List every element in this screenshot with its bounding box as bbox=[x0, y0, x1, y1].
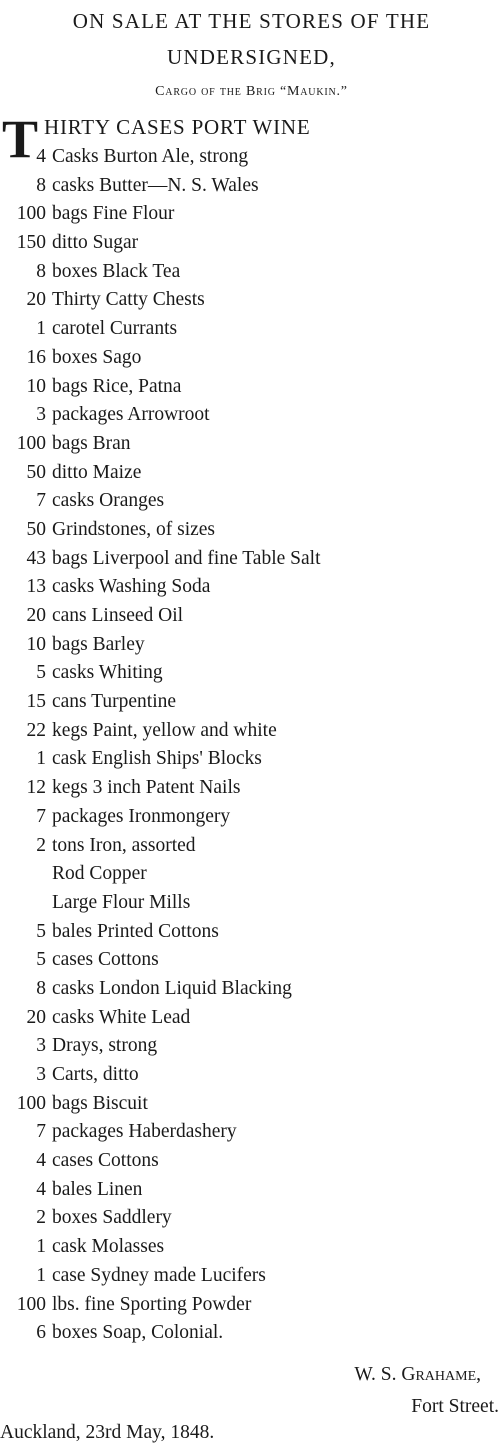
list-item bbox=[0, 344, 503, 373]
item-description: casks Whiting bbox=[52, 662, 163, 684]
item-description: casks Oranges bbox=[52, 490, 165, 512]
item-description: ditto Maize bbox=[52, 461, 142, 483]
list-item bbox=[0, 487, 503, 516]
item-description: Drays, strong bbox=[52, 1035, 158, 1057]
item-description: casks White Lead bbox=[52, 1006, 191, 1028]
item-quantity: 20 bbox=[26, 605, 46, 626]
item-quantity: 4 bbox=[36, 1150, 46, 1172]
item-description: lbs. fine Sporting Powder bbox=[52, 1293, 252, 1315]
list-item bbox=[0, 1061, 503, 1090]
item-description: cask Molasses bbox=[52, 1236, 165, 1258]
item-quantity: 50 bbox=[26, 461, 46, 483]
item-description: bags Fine Flour bbox=[52, 203, 175, 225]
item-quantity: 1 bbox=[36, 1236, 46, 1258]
item-description: cans Linseed Oil bbox=[52, 605, 184, 626]
list-item bbox=[0, 1176, 503, 1205]
list-item bbox=[0, 315, 503, 344]
list-item bbox=[0, 1147, 503, 1176]
item-description: cask English Ships' Blocks bbox=[52, 748, 262, 770]
item-quantity: 7 bbox=[36, 1121, 46, 1143]
item-description: Large Flour Mills bbox=[52, 891, 191, 913]
item-description: boxes Soap, Colonial. bbox=[52, 1322, 224, 1344]
item-quantity: 13 bbox=[26, 576, 46, 598]
list-item bbox=[0, 631, 503, 660]
item-quantity: 43 bbox=[26, 547, 46, 569]
item-description: bags Liverpool and fine Table Salt bbox=[52, 547, 321, 569]
item-description: casks Butter—N. S. Wales bbox=[52, 174, 259, 196]
item-description: casks London Liquid Blacking bbox=[52, 977, 292, 999]
item-description: packages Haberdashery bbox=[52, 1121, 237, 1143]
item-description: Carts, ditto bbox=[52, 1064, 139, 1085]
item-description: packages Arrowroot bbox=[52, 404, 210, 426]
item-quantity: 4 bbox=[36, 146, 46, 167]
list-item bbox=[0, 1291, 503, 1320]
item-quantity: 2 bbox=[36, 1207, 46, 1229]
cargo-subheading: Cargo of the Brig “Maukin.” bbox=[155, 84, 348, 99]
item-quantity: 1 bbox=[36, 748, 46, 770]
item-quantity: 100 bbox=[16, 432, 46, 454]
item-description: bales Printed Cottons bbox=[52, 920, 219, 942]
item-quantity: 10 bbox=[26, 375, 46, 397]
dateline: Auckland, 23rd May, 1848. bbox=[0, 1422, 215, 1443]
item-quantity: 50 bbox=[26, 518, 46, 540]
item-description: kegs 3 inch Patent Nails bbox=[52, 777, 241, 799]
item-description: Rod Copper bbox=[52, 863, 147, 885]
list-item bbox=[0, 946, 503, 975]
list-item bbox=[0, 659, 503, 688]
item-description: boxes Saddlery bbox=[52, 1207, 172, 1229]
item-description: Thirty Catty Chests bbox=[52, 289, 205, 311]
item-quantity: 20 bbox=[26, 1006, 46, 1028]
item-description: bags Bran bbox=[52, 432, 131, 454]
item-quantity: 12 bbox=[26, 777, 46, 799]
list-item bbox=[0, 1204, 503, 1233]
list-item bbox=[0, 889, 503, 918]
item-quantity: 5 bbox=[36, 662, 46, 684]
goods-list bbox=[0, 143, 503, 1348]
item-quantity: 1 bbox=[36, 318, 46, 340]
item-quantity: 100 bbox=[16, 203, 46, 225]
item-quantity: 22 bbox=[26, 719, 46, 741]
item-quantity: 15 bbox=[26, 691, 46, 713]
list-item bbox=[0, 545, 503, 574]
list-item bbox=[0, 918, 503, 947]
item-description: cans Turpentine bbox=[52, 691, 177, 713]
item-description: tons Iron, assorted bbox=[52, 834, 196, 856]
list-item bbox=[0, 745, 503, 774]
item-quantity: 3 bbox=[36, 1064, 46, 1085]
headline-line-2: UNDERSIGNED, bbox=[167, 45, 336, 69]
item-quantity: 16 bbox=[26, 346, 46, 368]
item-description: bags Biscuit bbox=[52, 1092, 148, 1114]
list-item bbox=[0, 516, 503, 545]
item-description: Casks Burton Ale, strong bbox=[52, 146, 249, 167]
list-item bbox=[0, 1233, 503, 1262]
list-item bbox=[0, 1004, 503, 1033]
item-description: kegs Paint, yellow and white bbox=[52, 719, 277, 741]
list-item bbox=[0, 401, 503, 430]
item-description: boxes Black Tea bbox=[52, 260, 181, 282]
list-item bbox=[0, 143, 503, 172]
item-quantity: 20 bbox=[26, 289, 46, 311]
item-quantity: 10 bbox=[26, 633, 46, 655]
list-item bbox=[0, 258, 503, 287]
item-quantity: 4 bbox=[36, 1178, 46, 1200]
item-quantity: 7 bbox=[36, 805, 46, 827]
list-item bbox=[0, 1319, 503, 1348]
drop-cap: T bbox=[2, 109, 39, 169]
item-quantity: 100 bbox=[16, 1092, 46, 1114]
list-item bbox=[0, 430, 503, 459]
item-quantity: 8 bbox=[36, 260, 46, 282]
signature-address: Fort Street. bbox=[411, 1396, 499, 1417]
list-item bbox=[0, 286, 503, 315]
item-description: boxes Sago bbox=[52, 346, 142, 368]
item-quantity: 5 bbox=[36, 920, 46, 942]
item-quantity: 8 bbox=[36, 174, 46, 196]
list-item bbox=[0, 229, 503, 258]
list-item bbox=[0, 717, 503, 746]
item-description: ditto Sugar bbox=[52, 232, 139, 254]
item-quantity: 7 bbox=[36, 490, 46, 512]
item-quantity: 3 bbox=[36, 1035, 46, 1057]
item-description: Grindstones, of sizes bbox=[52, 518, 216, 540]
item-quantity: 8 bbox=[36, 977, 46, 999]
signature-name: W. S. Grahame, bbox=[354, 1364, 481, 1385]
list-item bbox=[0, 860, 503, 889]
list-item bbox=[0, 688, 503, 717]
list-item bbox=[0, 774, 503, 803]
list-item bbox=[0, 373, 503, 402]
item-quantity: 150 bbox=[16, 232, 46, 254]
list-item bbox=[0, 200, 503, 229]
list-item bbox=[0, 172, 503, 201]
item-quantity: 3 bbox=[36, 404, 46, 426]
headline-line-1: ON SALE AT THE STORES OF THE bbox=[72, 9, 431, 33]
item-description: cases Cottons bbox=[52, 949, 159, 971]
item-quantity: 1 bbox=[36, 1264, 46, 1286]
list-item bbox=[0, 1262, 503, 1291]
item-description: case Sydney made Lucifers bbox=[52, 1264, 266, 1286]
list-item bbox=[0, 832, 503, 861]
item-description: bales Linen bbox=[52, 1178, 143, 1200]
item-description: carotel Currants bbox=[52, 318, 178, 340]
item-description: bags Rice, Patna bbox=[52, 375, 182, 397]
list-item bbox=[0, 1118, 503, 1147]
list-item bbox=[0, 803, 503, 832]
list-item bbox=[0, 975, 503, 1004]
item-quantity: 2 bbox=[36, 834, 46, 856]
item-description: casks Washing Soda bbox=[52, 576, 211, 598]
first-item-line: HIRTY CASES PORT WINE bbox=[44, 115, 311, 139]
item-quantity: 5 bbox=[36, 949, 46, 971]
item-description: bags Barley bbox=[52, 633, 145, 655]
list-item bbox=[0, 602, 503, 631]
list-item bbox=[0, 1032, 503, 1061]
list-item bbox=[0, 1090, 503, 1119]
item-quantity: 100 bbox=[16, 1293, 46, 1315]
list-item bbox=[0, 573, 503, 602]
list-item bbox=[0, 459, 503, 488]
item-description: cases Cottons bbox=[52, 1150, 159, 1172]
item-description: packages Ironmongery bbox=[52, 805, 231, 827]
item-quantity: 6 bbox=[36, 1322, 46, 1344]
